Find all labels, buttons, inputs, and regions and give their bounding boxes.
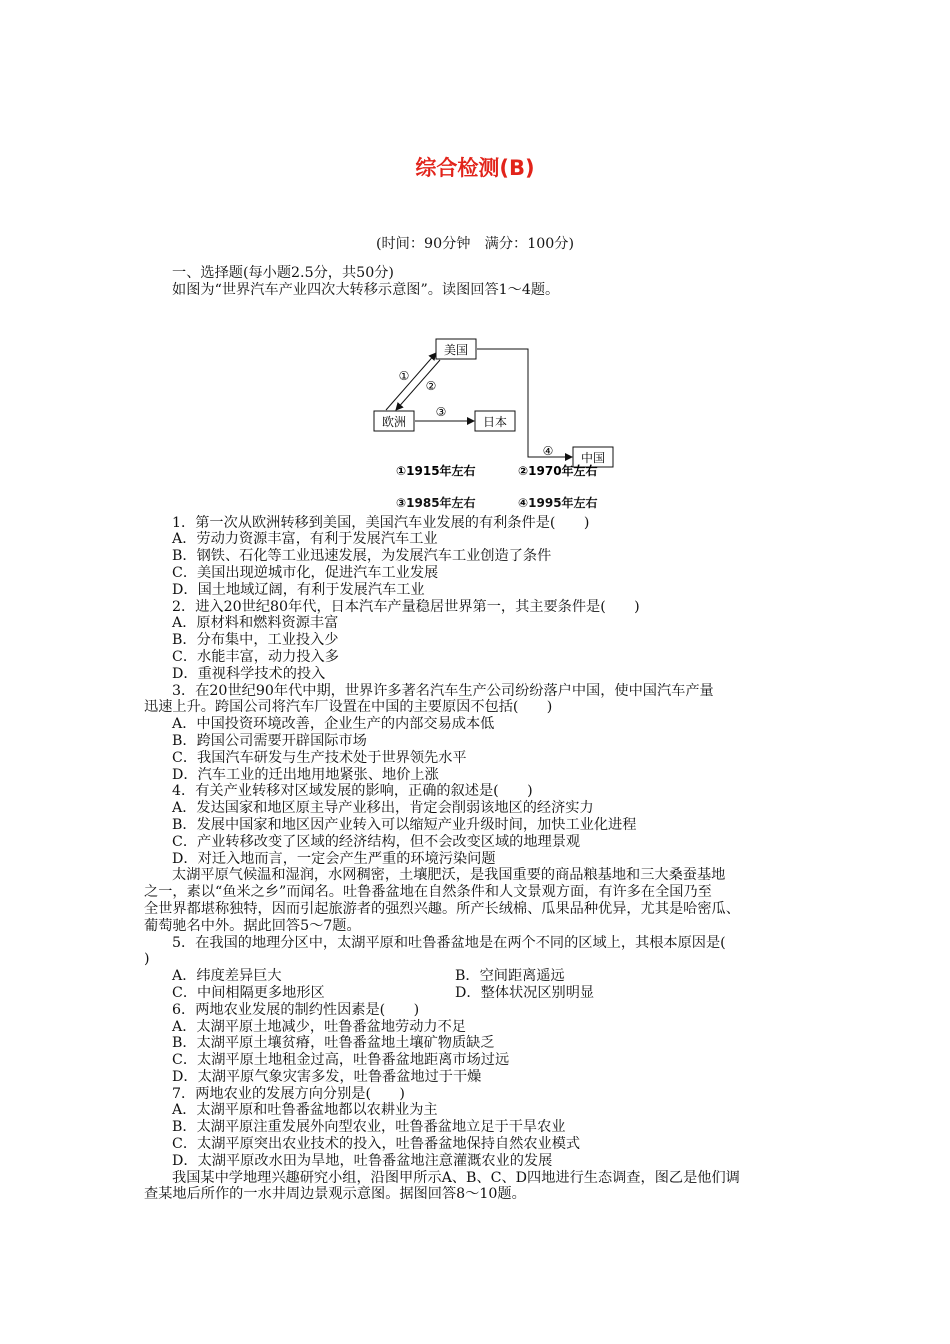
q7-option-d: D．太湖平原改水田为旱地，吐鲁番盆地注意灌溉农业的发展 [172,1152,553,1169]
diagram-svg [144,299,784,495]
q2-option-b: B．分布集中，工业投入少 [172,632,339,649]
auto-industry-transfer-diagram [144,299,784,495]
legend-row-2 [144,495,784,515]
q3-option-d: D．汽车工业的迁出地用地紧张、地价上涨 [172,766,439,783]
q1-option-c: C．美国出现逆城市化，促进汽车工业发展 [172,564,439,581]
legend-1: ①1915年左右 [396,463,476,478]
legend-3: ③1985年左右 [396,495,476,510]
arrow-usa-to-china [477,349,572,457]
question-6: 6．两地农业发展的制约性因素是( ) [172,1001,420,1018]
q4-option-c: C．产业转移改变了区域的经济结构，但不会改变区域的地理景观 [172,833,581,850]
passage-2-line-2: 之一，素以“鱼米之乡”而闻名。吐鲁番盆地在自然条件和人文景观方面，有许多在全国乃至 [144,884,712,901]
q2-option-c: C．水能丰富，动力投入多 [172,648,339,665]
q6-option-a: A．太湖平原土地减少，吐鲁番盆地劳动力不足 [172,1018,466,1035]
passage-3-line-1: 我国某中学地理兴趣研究小组，沿图甲所示A、B、C、D四地进行生态调查，图乙是他们调 [172,1169,740,1186]
china-label: 中国 [580,450,606,465]
q3-option-a: A．中国投资环境改善，企业生产的内部交易成本低 [172,716,495,733]
q5-option-d: D．整体状况区别明显 [455,984,595,1001]
q3-option-b: B．跨国公司需要开辟国际市场 [172,732,367,749]
intro-paragraph: 如图为“世界汽车产业四次大转移示意图”。读图回答1～4题。 [172,281,560,298]
q2-option-d: D．重视科学技术的投入 [172,665,326,682]
q1-option-a: A．劳动力资源丰富，有利于发展汽车工业 [172,531,438,548]
question-2: 2．进入20世纪80年代，日本汽车产量稳居世界第一，其主要条件是( ) [172,598,640,615]
legend-4: ④1995年左右 [518,495,598,510]
q5-options-row-1 [144,968,784,985]
q1-option-b: B．钢铁、石化等工业迅速发展，为发展汽车工业创造了条件 [172,548,552,565]
q7-option-c: C．太湖平原突出农业技术的投入，吐鲁番盆地保持自然农业模式 [172,1136,581,1153]
passage-2-line-1: 太湖平原气候温和湿润，水网稠密，土壤肥沃，是我国重要的商品粮基地和三大桑蚕基地 [172,867,726,884]
q5-option-b: B．空间距离遥远 [455,968,565,985]
question-4: 4．有关产业转移对区域发展的影响，正确的叙述是( ) [172,783,533,800]
question-3-line-1: 3．在20世纪90年代中期，世界许多著名汽车生产公司纷纷落户中国，使中国汽车产量 [172,682,714,699]
q3-option-c: C．我国汽车研发与生产技术处于世界领先水平 [172,749,467,766]
question-7: 7．两地农业的发展方向分别是( ) [172,1085,405,1102]
q4-option-b: B．发展中国家和地区因产业转入可以缩短产业升级时间，加快工业化进程 [172,816,637,833]
q7-option-b: B．太湖平原注重发展外向型农业，吐鲁番盆地立足于干旱农业 [172,1119,566,1136]
arrow-label-3: ③ [435,404,447,419]
passage-3-line-2: 查某地后所作的一水井周边景观示意图。据图回答8～10题。 [144,1186,526,1203]
question-3-line-2: 迅速上升。跨国公司将汽车厂设置在中国的主要原因不包括( ) [144,699,553,716]
exam-time-score: (时间：90分钟 满分：100分) [375,236,575,252]
usa-label: 美国 [443,342,469,357]
q4-option-d: D．对迁入地而言，一定会产生严重的环境污染问题 [172,850,496,867]
arrow-label-1: ① [398,368,410,383]
passage-2-line-3: 全世界都堪称独特，因而引起旅游者的强烈兴趣。所产长绒棉、瓜果品种优异，尤其是哈密瓜、 [144,900,740,917]
section-heading: 一、选择题(每小题2.5分，共50分) [172,265,394,281]
q6-option-c: C．太湖平原土地租金过高，吐鲁番盆地距离市场过远 [172,1052,510,1069]
q4-option-a: A．发达国家和地区原主导产业移出，肯定会削弱该地区的经济实力 [172,800,594,817]
japan-label: 日本 [482,414,508,429]
q5-option-a: A．纬度差异巨大 [172,968,282,985]
q5-options-row-2 [144,985,784,1002]
q5-option-c: C．中间相隔更多地形区 [172,984,325,1001]
question-5-line-1: 5．在我国的地理分区中，太湖平原和吐鲁番盆地是在两个不同的区域上，其根本原因是( [172,934,726,951]
arrow-label-4: ④ [542,443,554,458]
q6-option-d: D．太湖平原气象灾害多发，吐鲁番盆地过于干燥 [172,1068,482,1085]
page-title: 综合检测(B) [415,156,535,180]
legend-2: ②1970年左右 [518,463,598,478]
exam-content [144,265,784,1203]
passage-2-line-4: 葡萄驰名中外。据此回答5～7题。 [144,917,361,934]
q2-option-a: A．原材料和燃料资源丰富 [172,615,339,632]
question-5-line-2: ) [144,951,150,968]
arrow-label-2: ② [425,378,437,393]
q1-option-d: D．国土地域辽阔，有利于发展汽车工业 [172,581,425,598]
q7-option-a: A．太湖平原和吐鲁番盆地都以农耕业为主 [172,1102,438,1119]
europe-label: 欧洲 [381,414,407,429]
question-1: 1．第一次从欧洲转移到美国，美国汽车业发展的有利条件是( ) [172,514,590,531]
q6-option-b: B．太湖平原土壤贫瘠，吐鲁番盆地土壤矿物质缺乏 [172,1035,495,1052]
